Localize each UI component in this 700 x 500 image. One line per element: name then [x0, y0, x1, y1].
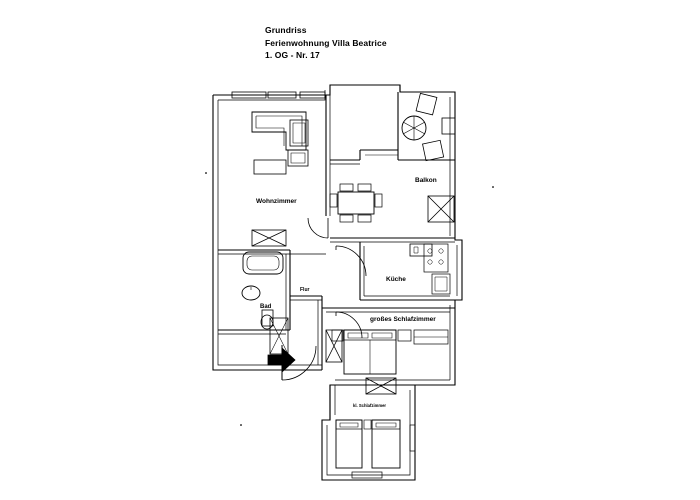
- room-label-bad: Bad: [260, 304, 272, 310]
- title-line-3: 1. OG - Nr. 17: [265, 50, 320, 60]
- room-label-grosses-schlafzimmer: großes Schlafzimmer: [370, 316, 436, 323]
- room-label-balkon: Balkon: [415, 177, 437, 184]
- room-label-wohnzimmer: Wohnzimmer: [256, 198, 297, 205]
- title-line-2: Ferienwohnung Villa Beatrice: [265, 37, 387, 48]
- registration-dot: [240, 424, 242, 426]
- registration-dot: [492, 186, 494, 188]
- room-label-kueche: Küche: [386, 276, 406, 283]
- title-line-1: Grundriss: [265, 25, 307, 35]
- room-label-flur: Flur: [300, 287, 310, 293]
- room-label-kleines-schlafzimmer: kl. Schlafzimmer: [353, 403, 387, 408]
- registration-dot: [205, 172, 207, 174]
